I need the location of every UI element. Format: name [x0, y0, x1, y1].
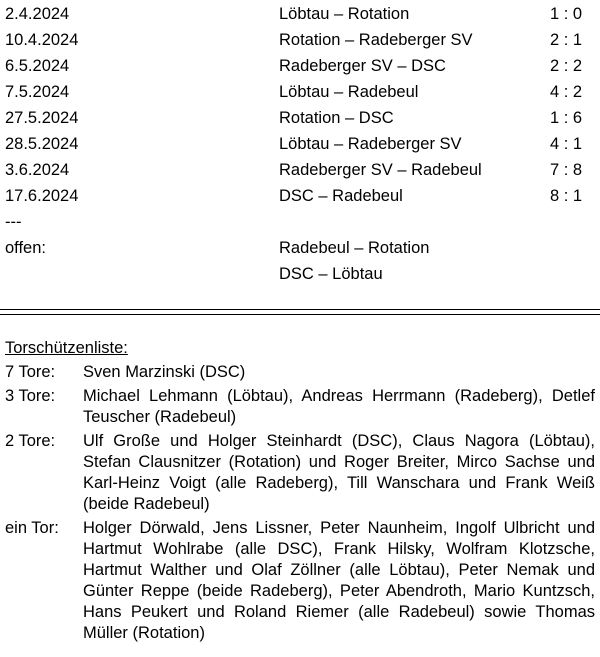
result-row [5, 53, 595, 79]
match-score: 7 : 8 [550, 161, 583, 179]
scorer-names: Holger Dörwald, Jens Lissner, Peter Naunheim, Ingolf Ulbricht und Hartmut Wohlrabe (alle DSC), Frank Hilsky, Wolfram Klotzsche, Hartmut Walther und Olaf Zöllner (alle Löbtau), Peter Nemak und Günter Reppe (beide Radeberg), Peter Abendroth, Mario Kuntzsch, Hans Peukert und Roland Riemer (alle Radebeul) sowie Thomas Müller (Rotation) [83, 519, 595, 642]
result-row [5, 79, 595, 105]
match-teams: DSC – Radebeul [279, 187, 403, 205]
result-row [5, 1, 595, 27]
scorer-entry [5, 431, 595, 515]
scorer-entry [5, 362, 595, 383]
open-label: offen: [5, 239, 46, 257]
scorer-names: Sven Marzinski (DSC) [83, 363, 246, 381]
match-score: 1 : 0 [550, 5, 583, 23]
scorers-section [5, 338, 595, 644]
match-date: 28.5.2024 [5, 135, 79, 153]
divider-dashes: --- [5, 213, 22, 231]
scorer-names: Michael Lehmann (Löbtau), Andreas Herrmann (Radeberg), Detlef Teuscher (Radebeul) [83, 387, 595, 426]
match-date: 17.6.2024 [5, 187, 79, 205]
match-teams: Löbtau – Rotation [279, 5, 410, 23]
result-row [5, 105, 595, 131]
match-date: 10.4.2024 [5, 31, 79, 49]
open-row [5, 235, 595, 261]
match-teams: Radeberger SV – Radebeul [279, 161, 482, 179]
match-score: 1 : 6 [550, 109, 583, 127]
goal-count-label: 7 Tore: [5, 363, 56, 381]
scorer-entry [5, 386, 595, 428]
match-score: 2 : 1 [550, 31, 583, 49]
open-row [5, 261, 595, 287]
section-separator [0, 309, 600, 315]
scorers-title: Torschützenliste: [5, 339, 128, 357]
result-row [5, 131, 595, 157]
result-row [5, 157, 595, 183]
match-score: 2 : 2 [550, 57, 583, 75]
match-teams: Rotation – DSC [279, 109, 394, 127]
match-date: 7.5.2024 [5, 83, 70, 101]
match-date: 6.5.2024 [5, 57, 70, 75]
match-date: 3.6.2024 [5, 161, 70, 179]
result-row [5, 183, 595, 209]
scorer-names: Ulf Große und Holger Steinhardt (DSC), Claus Nagora (Löbtau), Stefan Clausnitzer (Rotation) und Roger Breiter, Mirco Sachse und Karl-Heinz Voigt (alle Radeberg), Till Wanschara und Frank Weiß (beide Radebeul) [83, 432, 595, 513]
goal-count-label: 2 Tore: [5, 432, 56, 450]
match-score: 8 : 1 [550, 187, 583, 205]
match-score: 4 : 2 [550, 83, 583, 101]
goal-count-label: ein Tor: [5, 519, 59, 537]
match-date: 2.4.2024 [5, 5, 70, 23]
match-teams: Rotation – Radeberger SV [279, 31, 473, 49]
result-row [5, 27, 595, 53]
open-match: DSC – Löbtau [279, 265, 383, 283]
match-score: 4 : 1 [550, 135, 583, 153]
results-table [5, 1, 595, 287]
match-teams: Radeberger SV – DSC [279, 57, 446, 75]
scorer-entry [5, 518, 595, 644]
open-match: Radebeul – Rotation [279, 239, 430, 257]
match-date: 27.5.2024 [5, 109, 79, 127]
match-teams: Löbtau – Radeberger SV [279, 135, 462, 153]
goal-count-label: 3 Tore: [5, 387, 56, 405]
divider-row [5, 209, 595, 235]
match-teams: Löbtau – Radebeul [279, 83, 419, 101]
